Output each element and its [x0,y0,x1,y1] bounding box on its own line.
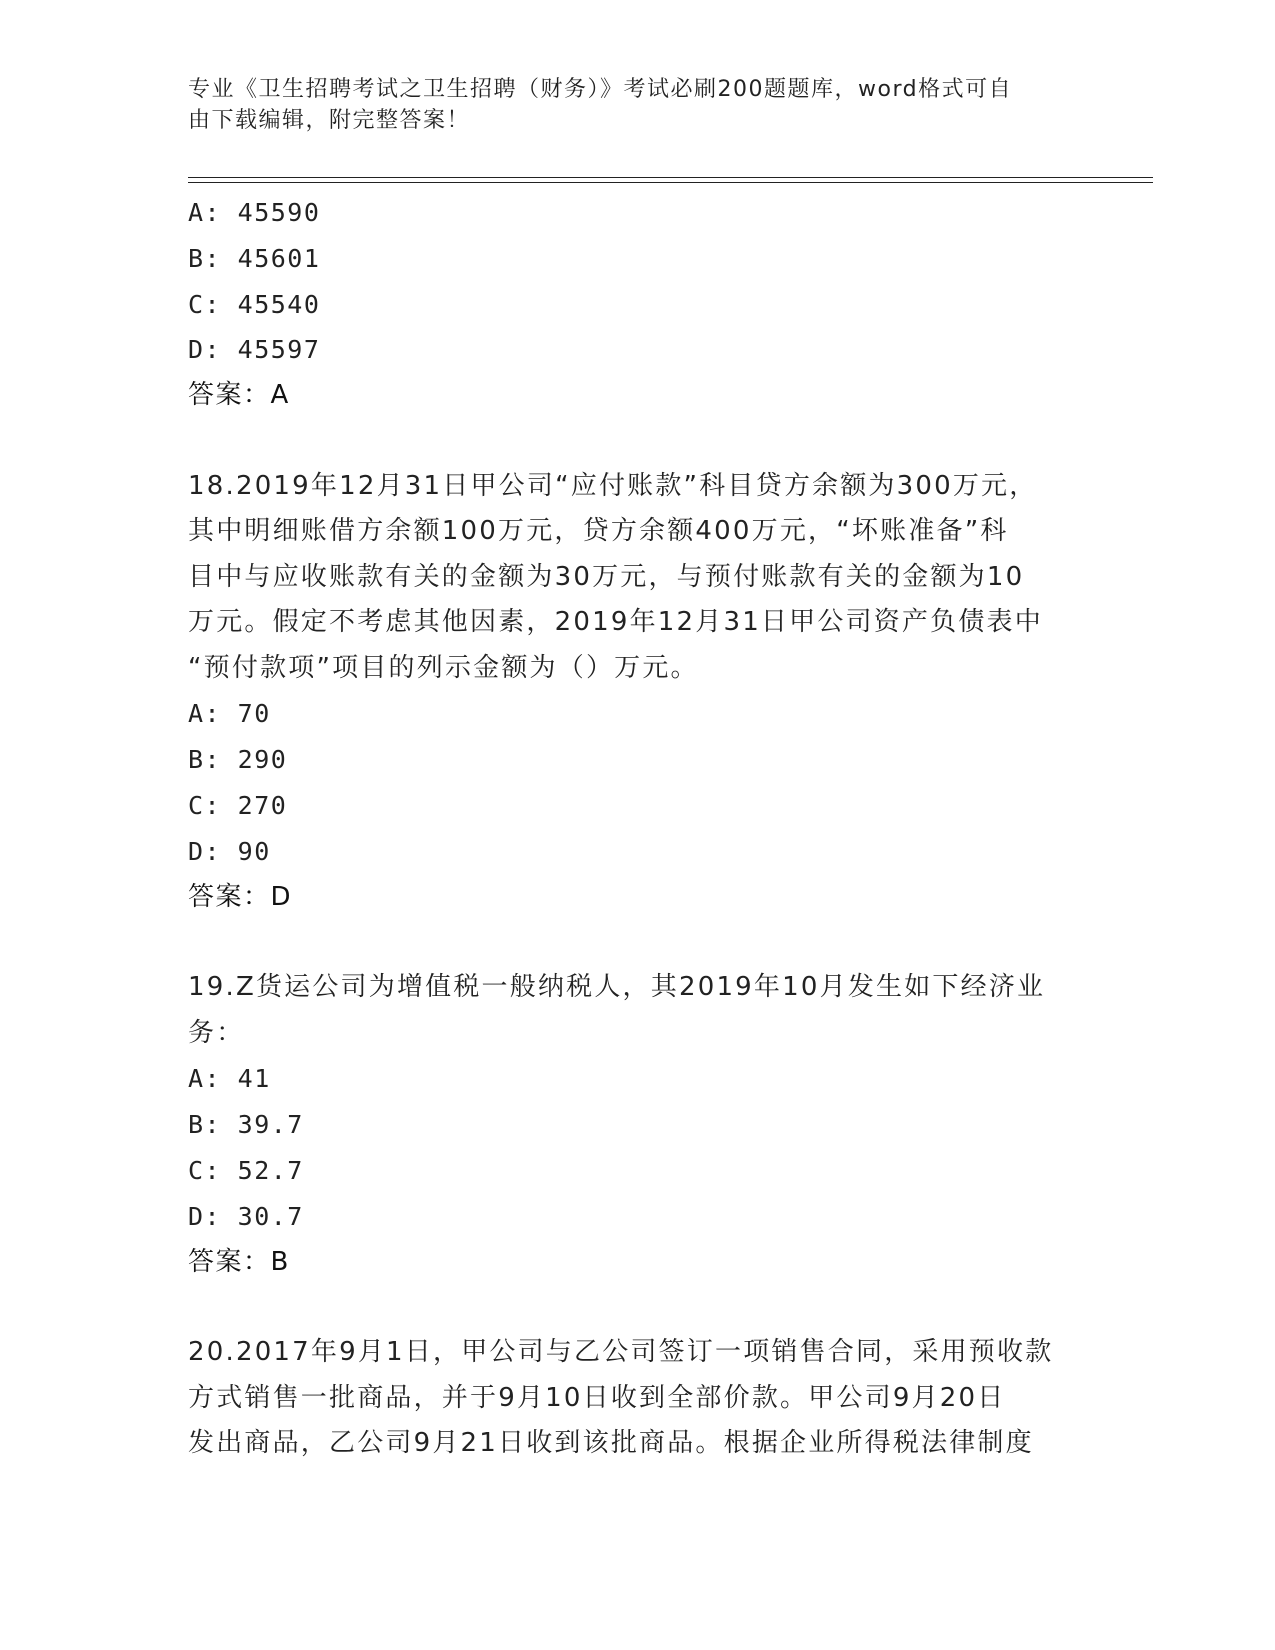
answer-line: 答案：D [188,881,293,912]
header-divider-bottom [188,182,1153,183]
option-c: C: 270 [188,791,288,821]
spacer [188,920,1088,965]
spacer [188,419,1088,464]
question-block [188,965,1088,1285]
question-text-line: 其中明细账借方余额100万元，贷方余额400万元，“坏账准备”科 [188,516,1009,547]
answer-line: 答案：B [188,1246,290,1277]
option-a: A: 41 [188,1064,271,1094]
document-header [188,74,1068,136]
question-text-line: 18.2019年12月31日甲公司“应付账款”科目贷方余额为300万元， [188,470,1038,501]
question-text-line: 万元。假定不考虑其他因素，2019年12月31日甲公司资产负债表中 [188,607,1043,638]
option-a: A: 70 [188,699,271,729]
option-b: B: 45601 [188,243,321,273]
header-divider-top [188,177,1153,178]
option-c: C: 52.7 [188,1156,304,1186]
question-block [188,464,1088,920]
question-text-line: 目中与应收账款有关的金额为30万元，与预付账款有关的金额为10 [188,561,1025,592]
spacer [188,1285,1088,1330]
question-block [188,1330,1088,1467]
option-b: B: 290 [188,745,288,775]
option-d: D: 45597 [188,335,321,365]
question-text-line: 务： [188,1017,245,1048]
question-text-line: “预付款项”项目的列示金额为（）万元。 [188,652,699,683]
option-a: A: 45590 [188,198,321,227]
question-text-line: 发出商品，乙公司9月21日收到该批商品。根据企业所得税法律制度 [188,1428,1034,1459]
document-body [188,190,1088,1467]
header-title-line-1: 专业《卫生招聘考试之卫生招聘（财务）》考试必刷200题题库，word格式可自 [188,77,1013,102]
question-text-line: 20.2017年9月1日，甲公司与乙公司签订一项销售合同，采用预收款 [188,1337,1054,1368]
question-text-line: 19.Z货运公司为增值税一般纳税人，其2019年10月发生如下经济业 [188,972,1046,1003]
option-b: B: 39.7 [188,1110,304,1140]
header-title-line-2: 由下载编辑，附完整答案！ [188,108,471,133]
question-text-line: 方式销售一批商品，并于9月10日收到全部价款。甲公司9月20日 [188,1382,1006,1413]
option-d: D: 30.7 [188,1201,304,1231]
answer-line: 答案：A [188,380,290,411]
option-d: D: 90 [188,836,271,866]
question-block [188,190,1088,419]
option-c: C: 45540 [188,289,321,319]
